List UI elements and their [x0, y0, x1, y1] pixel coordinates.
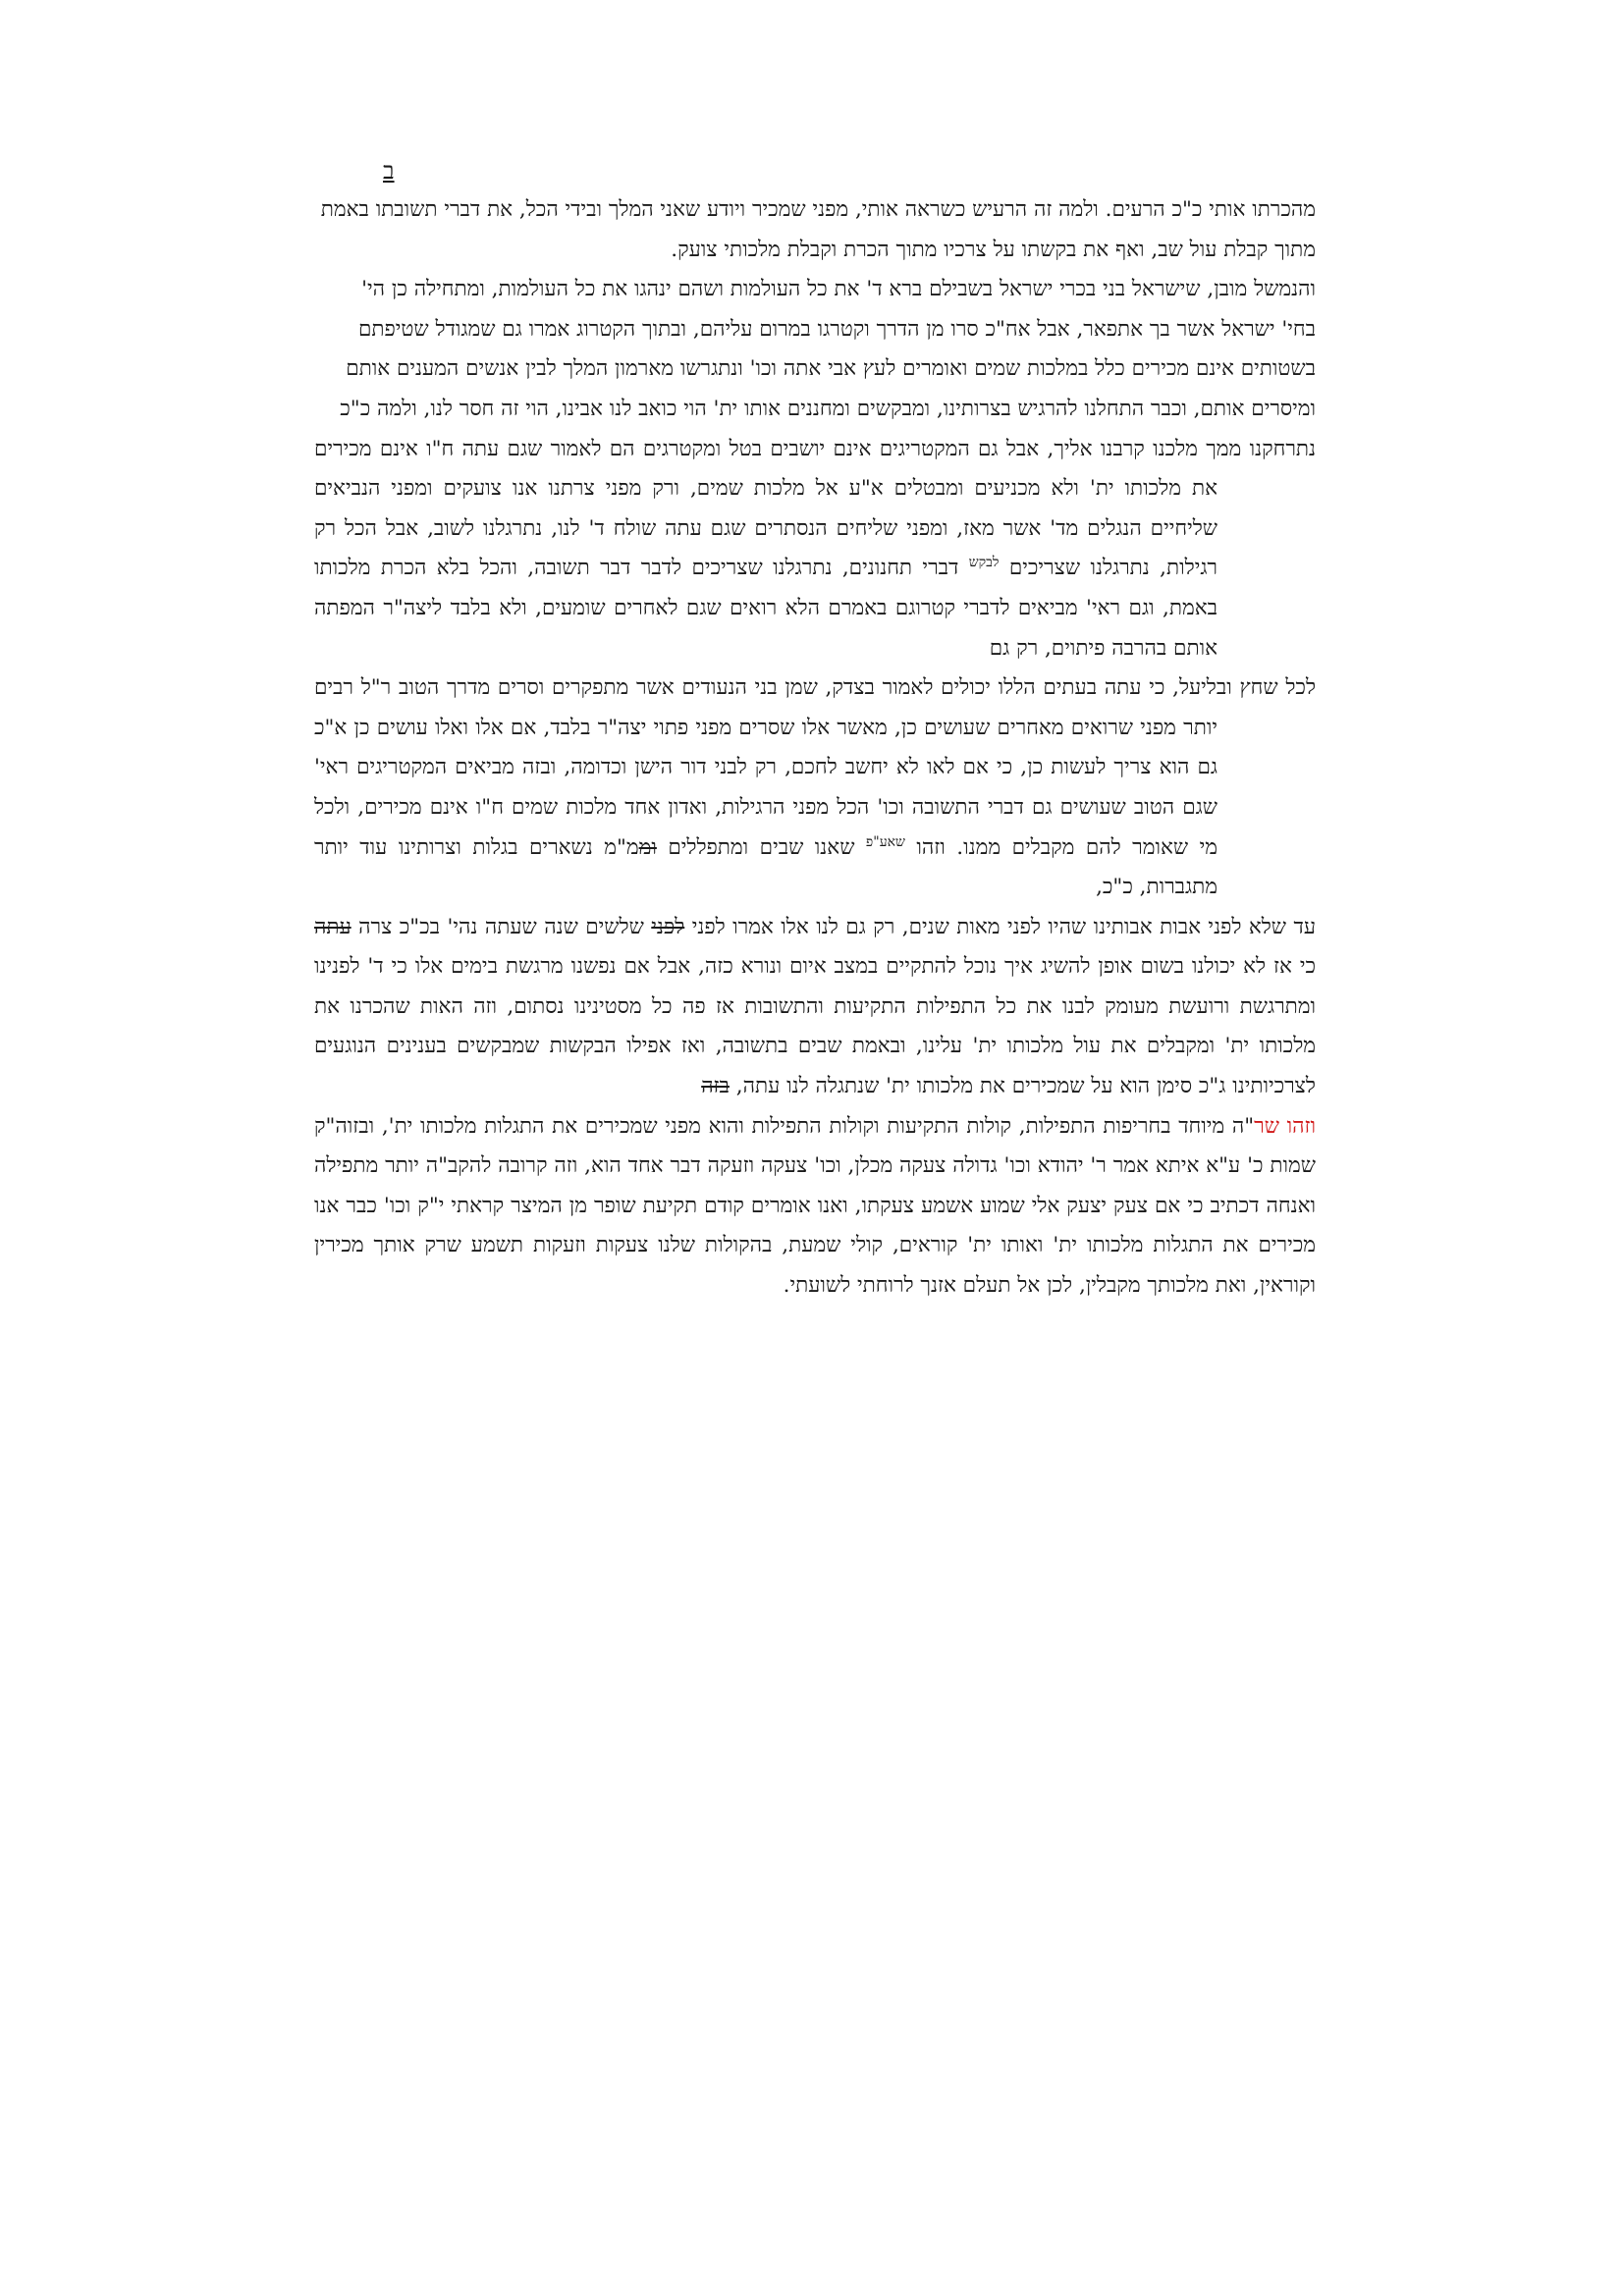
superscript-insertion: שאע"פ: [865, 833, 905, 850]
paragraph-7-part-a: נתרחקנו ממך מלכנו קרבנו אליך, אבל גם המקטריגים אינם יושבים בטל ומקטרגים הם לאמור שגם עתה ח"ו אינם מכירים את מלכותו ית' ולא מכניעים ומבטלים א"ע אל מלכות שמים, ורק מפני צרתנו אנו צועקים ומפני הנביאים שליחיים הנגלים מד' אשר מאז, ומפני שליחים הנסתרים שגם עתה שולח ד' לנו, נתרגלנו לשוב, אבל הכל רק רגילות, נתרגלנו שצריכים: [314, 436, 1317, 581]
paragraph-8-part-a: לכל שחץ ובליעל, כי עתה בעתים הללו יכולים לאמור בצדק, שמן בני הנעודים אשר מתפקרים וסרים מדרך הטוב ר"ל רבים יותר מפני שרואים מאחרים שעושים כן, מאשר אלו שסרים מפני פתוי יצה"ר בלבד, אם אלו ואלו עושים כן א"כ גם הוא צריך לעשות כן, כי אם לאו לא יחשב לחכם, רק לבני דור הישן וכדומה, ובזה מביאים המקטריגים ראי' שגם הטוב שעושים גם דברי התשובה וכו' הכל מפני הרגילות, ואדון אחד מלכות שמים ח"ו אינם מכירים, ולכל מי שאומר להם מקבלים ממנו. וזהו: [314, 675, 1316, 860]
struck-text: עתה: [314, 914, 352, 939]
superscript-insertion: לבקש: [968, 555, 1000, 571]
paragraph-9-part-c: כי אז לא יכולנו בשום אופן להשיג איך נוכל להתקיים במצב איום ונורא כזה, אבל אם נפשנו מרגשת בימים אלו כי ד' לפנינו ומתרגשת ורועשת מעומק לבנו את כל התפילות התקיעות והתשובות אז פה כל מסטינינו נסתום, וזה האות שהכרנו את מלכותו ית' ומקבלים את עול מלכותו ית' עלינו, ובאמת שבים בתשובה, ואז אפילו הבקשות שמבקשים בענינים הנוגעים לצרכיותינו ג"כ סימן הוא על שמכירים את מלכותו ית' שנתגלה לנו עתה,: [314, 954, 1316, 1099]
paragraph-5: בשטותים אינם מכירים כלל במלכות שמים ואומרים לעץ אבי אתה וכו' ונתגרשו מארמון המלך לבין אנשים המענים אותם: [346, 356, 1316, 382]
paragraph-9-part-b: שלשים שנה שעתה נהי' בכ"כ צרה: [351, 914, 652, 939]
struck-text: בזה: [701, 1074, 730, 1099]
red-correction: וזהו שר: [1254, 1113, 1316, 1139]
body-text: [314, 190, 1316, 1307]
paragraph-9: [314, 908, 1316, 1107]
page-number: ב: [383, 157, 395, 185]
paragraph-8-part-c: מ"מ נשארים בגלות וצרותינו עוד יותר מתגברות, כ"כ,: [314, 834, 1217, 900]
paragraph-9-part-a: עד שלא לפני אבות אבותינו שהיו לפני מאות שנים, רק גם לנו אלו אמרו לפני: [684, 914, 1316, 939]
paragraph-7-part-b: דברי תחנונים, נתרגלנו שצריכים לדבר דבר תשובה, והכל בלא הכרת מלכותו באמת, וגם ראי' מביאים לדברי קטרוגם באמרם הלא רואים שגם לאחרים שומעים, ולא בלבד ליצה"ר המפתה אותם בהרבה פיתוים, רק גם: [314, 556, 1217, 661]
paragraph-8: [314, 668, 1316, 908]
struck-text: לפני: [651, 914, 685, 939]
paragraph-7: [314, 430, 1316, 669]
paragraph-2: מתוך קבלת עול שב, ואף את בקשתו על צרכיו מתוך הכרת וקבלת מלכותי צועק.: [671, 237, 1316, 262]
paragraph-10: [314, 1107, 1316, 1307]
paragraph-6: ומיסרים אותם, וכבר התחלנו להרגיש בצרותינו, ומבקשים ומחננים אותו ית' הוי כואב לנו אבינו, הוי זה חסר לנו, ולמה כ"כ: [340, 396, 1316, 421]
struck-text: ומ: [638, 834, 657, 860]
paragraph-8-part-b: שאנו שבים ומתפללים: [656, 834, 866, 860]
paragraph-10-part-a: "ה מיוחד בחריפות התפילות, קולות התקיעות וקולות התפילות והוא מפני שמכירים את התגלות מלכותו ית', ובזוה"ק שמות כ' ע"א איתא אמר ר' יהודא וכו' גדולה צעקה מכלן, וכו' צעקה וזעקה דבר אחד הוא, וזה קרובה להקב"ה יותר מתפילה ואנחה דכתיב כי אם צעק יצעק אלי שמוע אשמע צעקתו, ואנו אומרים קודם תקיעת שופר מן המיצר קראתי י"ק וכו' כבר אנו מכירים את התגלות מלכותו ית' ואותו ית' קוראים, קולי שמעת, בהקולות שלנו צעקות וזעקות תשמע שרק אותך מכירין וקוראין, ואת מלכותך מקבלין, לכן אל תעלם אזנך לרוחתי לשועתי.: [314, 1113, 1316, 1299]
paragraph-3: והנמשל מובן, שישראל בני בכרי ישראל בשבילם ברא ד' את כל העולמות ושהם ינהגו את כל העולמות, ומתחילה כן הי': [361, 277, 1316, 302]
paragraph-1: מהכרתו אותי כ"כ הרעים. ולמה זה הרעיש כשראה אותי, מפני שמכיר ויודע שאני המלך ובידי הכל, את דברי תשובתו באמת: [320, 197, 1316, 222]
paragraph-4: בחי' ישראל אשר בך אתפאר, אבל אח"כ סרו מן הדרך וקטרגו במרום עליהם, ובתוך הקטרוג אמרו גם שמגודל שטיפתם: [358, 316, 1316, 342]
